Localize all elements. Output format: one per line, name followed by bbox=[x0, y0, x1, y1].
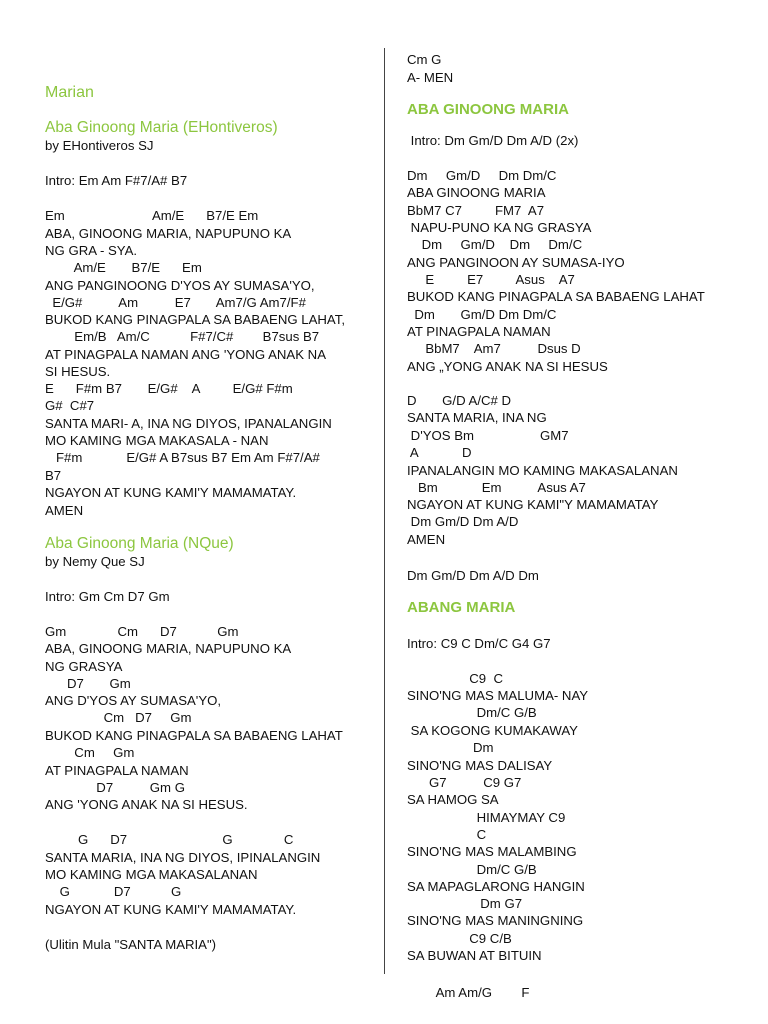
lyric-line: by EHontiveros SJ bbox=[45, 138, 154, 153]
lyric-line: Dm Gm/D Dm A/D bbox=[407, 514, 519, 529]
lyric-line: BbM7 Am7 Dsus D bbox=[407, 341, 581, 356]
lyric-line: NG GRA - SYA. bbox=[45, 243, 138, 258]
lyric-line: BUKOD KANG PINAGPALA SA BABAENG LAHAT bbox=[407, 289, 705, 304]
lyric-line: ANG PANGINOON AY SUMASA-IYO bbox=[407, 255, 625, 270]
lyric-line: ANG PANGINOONG D'YOS AY SUMASA'YO, bbox=[45, 278, 315, 293]
lyric-line: NG GRASYA bbox=[45, 659, 123, 674]
lyric-line: by Nemy Que SJ bbox=[45, 554, 145, 569]
lyric-line: C9 C bbox=[407, 671, 503, 686]
lyric-line: BUKOD KANG PINAGPALA SA BABAENG LAHAT, bbox=[45, 312, 345, 327]
lyric-line: C bbox=[407, 827, 487, 842]
lyric-line: BbM7 C7 FM7 A7 bbox=[407, 203, 545, 218]
lyric-line: Intro: C9 C Dm/C G4 G7 bbox=[407, 636, 551, 651]
lyric-line: Cm G bbox=[407, 52, 442, 67]
lyric-line: MO KAMING MGA MAKASALANAN bbox=[45, 867, 258, 882]
lyric-line: E/G# Am E7 Am7/G Am7/F# bbox=[45, 295, 306, 310]
song-title: Aba Ginoong Maria (EHontiveros) bbox=[45, 119, 278, 136]
song-title: ABANG MARIA bbox=[407, 599, 516, 616]
lyric-line: Intro: Em Am F#7/A# B7 bbox=[45, 173, 188, 188]
lyric-line: Em/B Am/C F#7/C# B7sus B7 bbox=[45, 329, 320, 344]
lyric-line: SA BUWAN AT BITUIN bbox=[407, 948, 542, 963]
lyric-line: C9 C/B bbox=[407, 931, 512, 946]
lyric-line: SI HESUS. bbox=[45, 364, 111, 379]
lyric-line: AMEN bbox=[407, 532, 446, 547]
lyric-line: BUKOD KANG PINAGPALA SA BABAENG LAHAT bbox=[45, 728, 343, 743]
lyric-line: Em Am/E B7/E Em bbox=[45, 208, 259, 223]
lyric-line: AT PINAGPALA NAMAN bbox=[45, 763, 189, 778]
lyric-line: SA KOGONG KUMAKAWAY bbox=[407, 723, 578, 738]
lyric-line: A- MEN bbox=[407, 70, 454, 85]
lyric-line: NGAYON AT KUNG KAMI'Y MAMAMATAY. bbox=[45, 902, 297, 917]
lyric-line: (Ulitin Mula "SANTA MARIA") bbox=[45, 937, 217, 952]
lyric-line: Cm D7 Gm bbox=[45, 710, 192, 725]
column-divider bbox=[384, 48, 385, 974]
lyric-line: SA HAMOG SA bbox=[407, 792, 499, 807]
lyric-line: Dm Gm/D Dm Dm/C bbox=[407, 237, 583, 252]
lyric-line: SA MAPAGLARONG HANGIN bbox=[407, 879, 585, 894]
lyric-line: SINO'NG MAS MALAMBING bbox=[407, 844, 577, 859]
lyric-line: SINO'NG MAS MANINGNING bbox=[407, 913, 584, 928]
lyric-line: SANTA MARI- A, INA NG DIYOS, IPANALANGIN bbox=[45, 416, 332, 431]
lyric-line: SANTA MARIA, INA NG DIYOS, IPINALANGIN bbox=[45, 850, 321, 865]
lyric-line: E F#m B7 E/G# A E/G# F#m bbox=[45, 381, 293, 396]
lyric-line: ANG „YONG ANAK NA SI HESUS bbox=[407, 359, 608, 374]
lyric-line: B7 bbox=[45, 468, 62, 483]
lyric-line: Dm/C G/B bbox=[407, 862, 537, 877]
lyric-line: F#m E/G# A B7sus B7 Em Am F#7/A# bbox=[45, 450, 320, 465]
lyric-line: AMEN bbox=[45, 503, 84, 518]
lyric-line: E E7 Asus A7 bbox=[407, 272, 575, 287]
lyric-line: ANG 'YONG ANAK NA SI HESUS. bbox=[45, 797, 248, 812]
lyric-line: Dm Gm/D Dm Dm/C bbox=[407, 307, 557, 322]
lyric-line: Bm Em Asus A7 bbox=[407, 480, 586, 495]
lyric-line: G D7 G C bbox=[45, 832, 294, 847]
lyric-line: G# C#7 bbox=[45, 398, 95, 413]
lyric-line: ABA, GINOONG MARIA, NAPUPUNO KA bbox=[45, 641, 292, 656]
lyric-line: Intro: Dm Gm/D Dm A/D (2x) bbox=[407, 133, 579, 148]
lyric-line: SINO'NG MAS MALUMA- NAY bbox=[407, 688, 589, 703]
lyric-line: D7 Gm bbox=[45, 676, 131, 691]
lyric-line: SANTA MARIA, INA NG bbox=[407, 410, 547, 425]
lyric-line: Gm Cm D7 Gm bbox=[45, 624, 239, 639]
lyric-line: Dm bbox=[407, 740, 494, 755]
lyric-line: G7 C9 G7 bbox=[407, 775, 522, 790]
lyric-line: ABA GINOONG MARIA bbox=[407, 185, 546, 200]
lyric-line: Am Am/G F bbox=[407, 985, 530, 1000]
lyric-line: Dm/C G/B bbox=[407, 705, 537, 720]
lyric-line: Dm Gm/D Dm A/D Dm bbox=[407, 568, 539, 583]
lyric-line: G D7 G bbox=[45, 884, 182, 899]
lyric-line: AT PINAGPALA NAMAN ANG 'YONG ANAK NA bbox=[45, 347, 326, 362]
lyric-line: SINO'NG MAS DALISAY bbox=[407, 758, 553, 773]
lyric-line: A D bbox=[407, 445, 472, 460]
lyric-line: NGAYON AT KUNG KAMI'Y MAMAMATAY. bbox=[45, 485, 297, 500]
lyric-line: Cm Gm bbox=[45, 745, 135, 760]
lyric-line: MO KAMING MGA MAKASALA - NAN bbox=[45, 433, 269, 448]
lyric-line: NGAYON AT KUNG KAMI"Y MAMAMATAY bbox=[407, 497, 659, 512]
lyric-line: Dm G7 bbox=[407, 896, 523, 911]
lyric-line: Dm Gm/D Dm Dm/C bbox=[407, 168, 557, 183]
lyric-line: D'YOS Bm GM7 bbox=[407, 428, 569, 443]
song-title: ABA GINOONG MARIA bbox=[407, 101, 569, 118]
lyric-line: ANG D'YOS AY SUMASA'YO, bbox=[45, 693, 222, 708]
lyric-line: IPANALANGIN MO KAMING MAKASALANAN bbox=[407, 463, 678, 478]
lyric-line: HIMAYMAY C9 bbox=[407, 810, 566, 825]
lyric-line: NAPU-PUNO KA NG GRASYA bbox=[407, 220, 592, 235]
lyric-line: D7 Gm G bbox=[45, 780, 185, 795]
lyric-line: Intro: Gm Cm D7 Gm bbox=[45, 589, 170, 604]
section-heading: Marian bbox=[45, 84, 94, 101]
song-title: Aba Ginoong Maria (NQue) bbox=[45, 535, 234, 552]
lyric-line: D G/D A/C# D bbox=[407, 393, 512, 408]
lyric-line: ABA, GINOONG MARIA, NAPUPUNO KA bbox=[45, 226, 292, 241]
lyric-line: AT PINAGPALA NAMAN bbox=[407, 324, 551, 339]
lyric-line: Am/E B7/E Em bbox=[45, 260, 202, 275]
